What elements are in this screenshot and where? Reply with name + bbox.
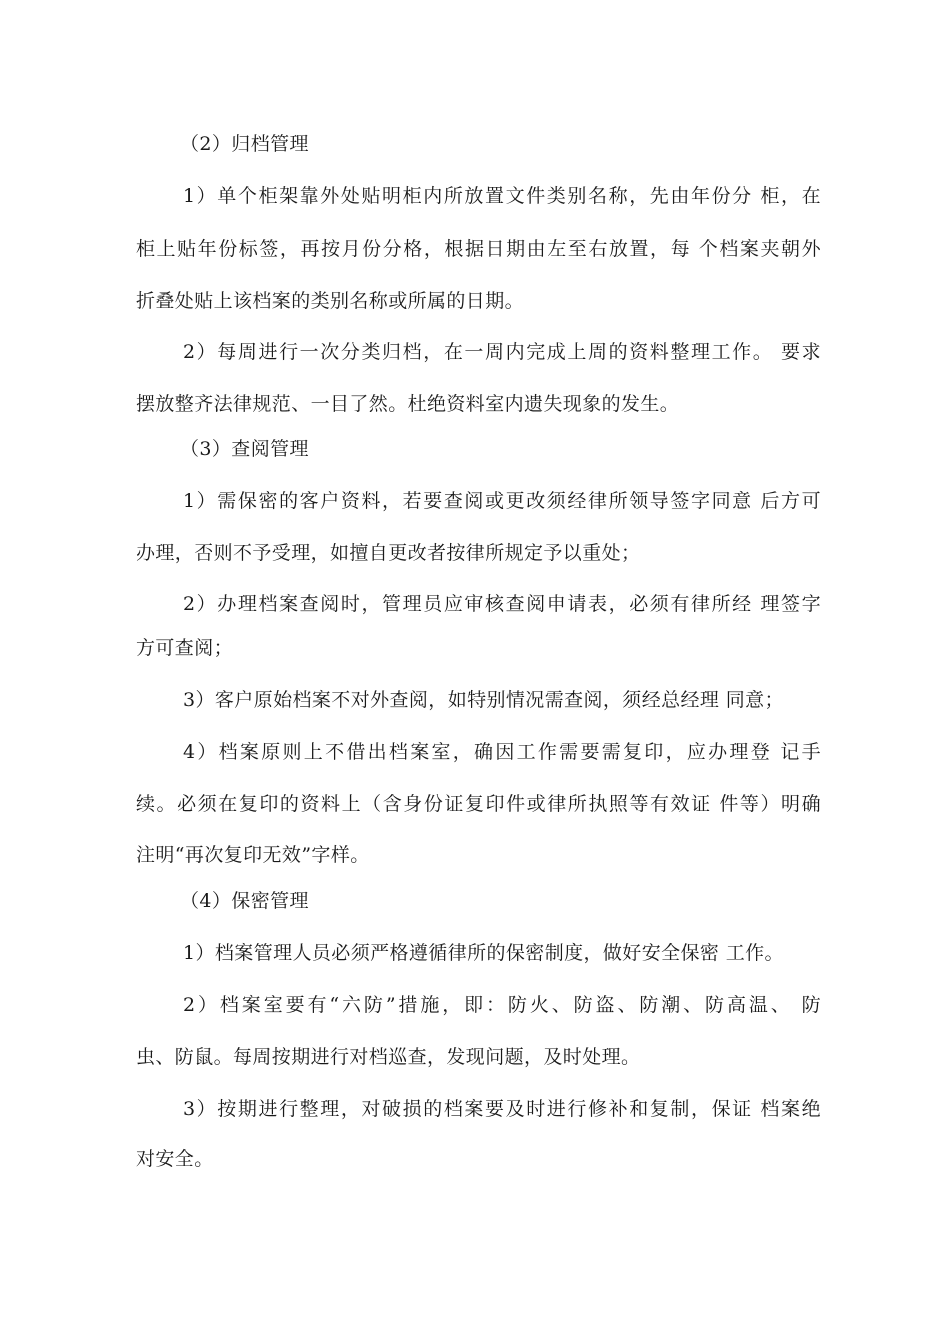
paragraph-line: 方可查阅； bbox=[136, 637, 234, 659]
paragraph-line: 3）按期进行整理，对破损的档案要及时进行修补和复制，保证 档案绝 bbox=[183, 1098, 821, 1120]
paragraph-line: 办理，否则不予受理，如擅自更改者按律所规定予以重处； bbox=[136, 542, 641, 564]
section-heading-archiving: （2）归档管理 bbox=[180, 133, 309, 155]
paragraph-line: 摆放整齐法律规范、一目了然。杜绝资料室内遗失现象的发生。 bbox=[136, 393, 680, 415]
section-heading-consultation: （3）查阅管理 bbox=[180, 438, 309, 460]
paragraph-line: 1）单个柜架靠外处贴明柜内所放置文件类别名称，先由年份分 柜，在 bbox=[183, 185, 821, 207]
paragraph-line: 注明“再次复印无效”字样。 bbox=[136, 844, 370, 866]
paragraph-line: 折叠处贴上该档案的类别名称或所属的日期。 bbox=[136, 290, 525, 312]
paragraph-line: 2）办理档案查阅时，管理员应审核查阅申请表，必须有律所经 理签字 bbox=[183, 593, 821, 615]
paragraph-line: 柜上贴年份标签，再按月份分格，根据日期由左至右放置，每 个档案夹朝外 bbox=[136, 238, 821, 260]
paragraph-line: 1）档案管理人员必须严格遵循律所的保密制度，做好安全保密 工作。 bbox=[183, 942, 784, 964]
paragraph-line: 1）需保密的客户资料，若要查阅或更改须经律所领导签字同意 后方可 bbox=[183, 490, 821, 512]
paragraph-line: 续。必须在复印的资料上（含身份证复印件或律所执照等有效证 件等）明确 bbox=[136, 793, 821, 815]
paragraph-line: 虫、防鼠。每周按期进行对档巡查，发现问题，及时处理。 bbox=[136, 1046, 641, 1068]
paragraph-line: 2）每周进行一次分类归档，在一周内完成上周的资料整理工作。 要求 bbox=[183, 341, 821, 363]
paragraph-line: 3）客户原始档案不对外查阅，如特别情况需查阅，须经总经理 同意； bbox=[183, 689, 784, 711]
paragraph-line: 对安全。 bbox=[136, 1148, 214, 1170]
paragraph-line: 2）档案室要有“六防”措施，即：防火、防盗、防潮、防高温、 防 bbox=[183, 994, 821, 1016]
paragraph-line: 4）档案原则上不借出档案室，确因工作需要需复印，应办理登 记手 bbox=[183, 741, 821, 763]
section-heading-confidentiality: （4）保密管理 bbox=[180, 890, 309, 912]
